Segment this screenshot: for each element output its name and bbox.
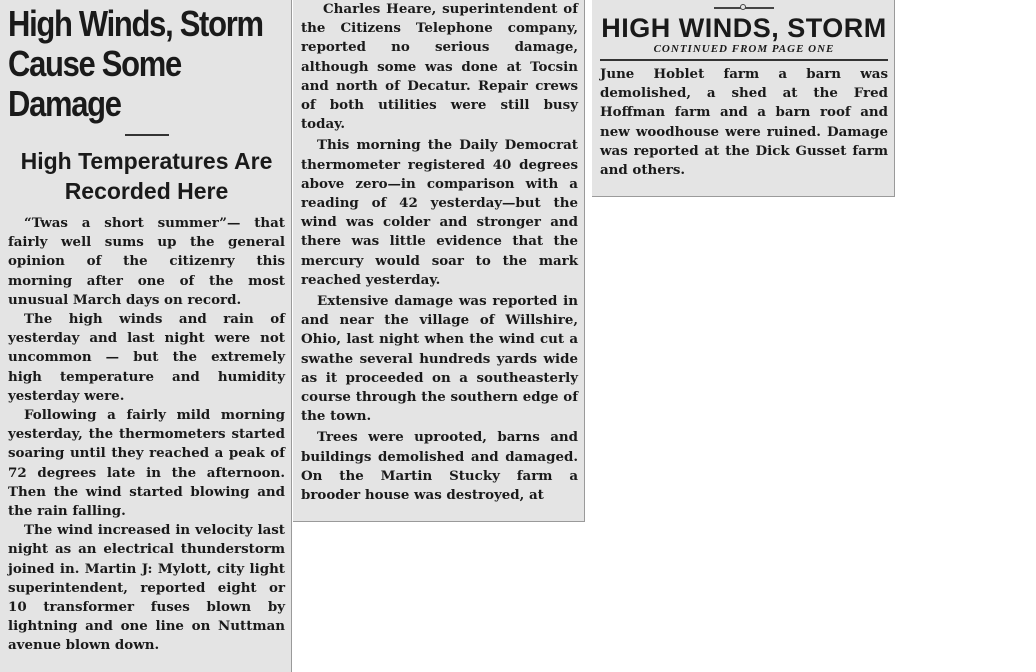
article-paragraph: Following a fairly mild morning yesterday, the thermometers started soaring until they reached a peak of 72 degrees late in the afternoon. Then the wind started blowing and the rain falling. xyxy=(8,407,285,520)
divider-rule xyxy=(125,134,169,136)
article-paragraph: The wind increased in velocity last night as an electrical thunderstorm joined in. Martin J: Mylott, city light superintendent, reported eight or 10 transformer fuses blown by lightning and one line on Nuttman avenue blown down. xyxy=(8,522,285,654)
article-paragraph: “Twas a short summer”— that fairly well sums up the general opinion of the citizenry this morning after one of the most unusual March days on record. xyxy=(8,215,285,308)
article-paragraph: Charles Heare, superintendent of the Citizens Telephone company, reported no serious damage, although some was done at Tocsin and north of Decatur. Repair crews of both utilities were still busy today. xyxy=(301,1,578,133)
ornament-rule xyxy=(714,7,774,9)
continuation-headline: HIGH WINDS, STORM xyxy=(601,13,887,43)
article-paragraph: The high winds and rain of yesterday and last night were not uncommon — but the extremely high temperature and humidity yesterday were. xyxy=(8,311,285,404)
divider-rule xyxy=(600,59,888,61)
continued-from-label: CONTINUED FROM PAGE ONE xyxy=(653,43,835,55)
article-column-left xyxy=(0,0,292,672)
article-paragraph: Extensive damage was reported in and near the village of Willshire, Ohio, last night when the wind cut a swathe several hundreds yards wide as it proceeded on a southeasterly course through the southern edge of the town. xyxy=(301,293,578,425)
ornament-dot-icon xyxy=(740,4,746,10)
article-continuation xyxy=(592,0,895,197)
article-paragraph: This morning the Daily Democrat thermometer registered 40 degrees above zero—in comparison with a reading of 42 yesterday—but the wind was colder and stronger and there was little evidence that the mercury would soar to the mark reached yesterday. xyxy=(301,137,578,288)
article-subhead: High Temperatures Are Recorded Here xyxy=(20,148,273,204)
article-paragraph: Trees were uprooted, barns and buildings demolished and damaged. On the Martin Stucky farm a brooder house was destroyed, at xyxy=(301,429,578,504)
article-headline: High Winds, Storm Cause Some Damage xyxy=(8,3,263,124)
article-paragraph: June Hoblet farm a barn was demolished, a shed at the Fred Hoffman farm and a barn roof and new woodhouse were ruined. Damage was reported at the Dick Gusset farm and others. xyxy=(600,66,888,179)
article-column-middle xyxy=(293,0,585,522)
